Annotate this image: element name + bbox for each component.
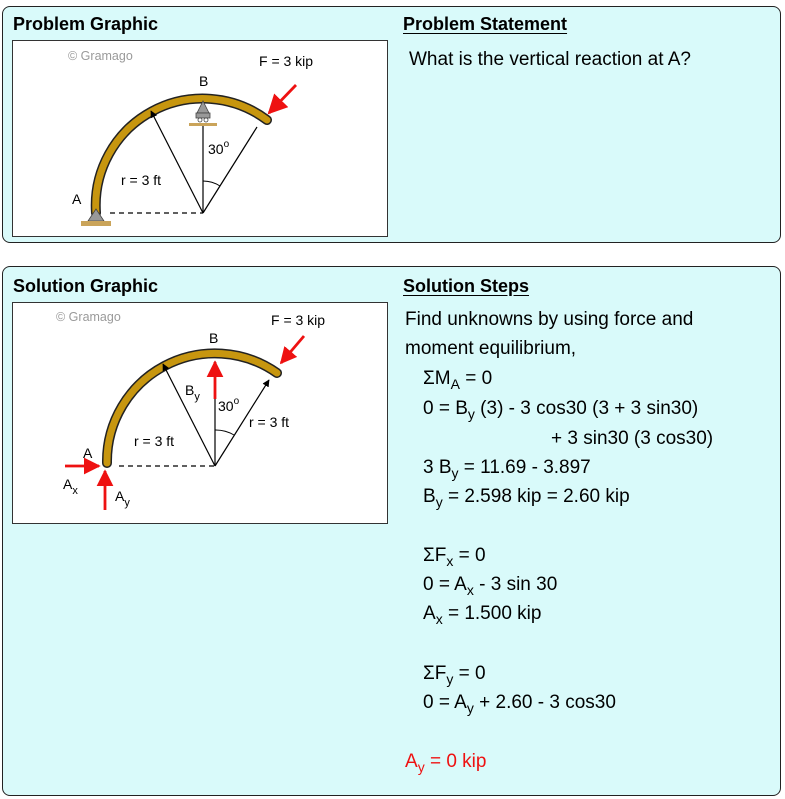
problem-arch <box>96 99 267 213</box>
solution-steps-heading: Solution Steps <box>403 276 529 296</box>
problem-force-arrow <box>269 85 296 113</box>
moment-equation: $\Sigma M_A = 0$ <box>423 368 493 392</box>
problem-support-A <box>88 209 104 221</box>
force-y-line-2: $0 = A_y + 2.60 - 3$ cos30 <box>423 692 616 716</box>
solution-graphic-heading: Solution Graphic <box>13 276 159 296</box>
solution-diagram <box>13 303 387 523</box>
problem-statement-text: What is the vertical reaction at A? <box>409 49 691 70</box>
moment-line-5: $B_y = 2.598$ kip = 2.60 kip <box>423 486 630 510</box>
moment-line-3: + 3 sin30 (3 cos30) <box>551 428 714 449</box>
solution-radius-label-right: r = 3 ft <box>249 414 290 430</box>
problem-force-label: F = 3 kip <box>259 53 314 69</box>
solution-figure <box>12 302 388 524</box>
problem-angle-line <box>203 127 257 213</box>
problem-roller-wheel-1 <box>198 118 202 122</box>
problem-panel <box>2 6 781 243</box>
problem-diagram <box>13 41 387 236</box>
problem-radius-arrow <box>151 111 203 213</box>
force-x-equation: $\Sigma F_x = 0$ <box>423 545 486 569</box>
problem-ground-A <box>81 221 111 226</box>
force-x-line-2: $0 = A_x - 3$ sin 30 <box>423 574 558 598</box>
solution-intro-line-2: moment equilibrium, <box>405 338 577 359</box>
solution-panel <box>2 266 781 796</box>
force-x-line-3: $A_x = 1.500$ kip <box>423 603 542 627</box>
final-answer: $A_y = 0$ kip <box>405 751 487 775</box>
solution-radius-label-left: r = 3 ft <box>134 433 175 449</box>
solution-label-A: A <box>83 445 93 461</box>
problem-roller-wheel-2 <box>204 118 208 122</box>
solution-radius-arrow-left <box>163 364 215 466</box>
solution-label-B: B <box>209 330 219 346</box>
force-y-equation: $\Sigma F_y = 0$ <box>423 663 486 687</box>
problem-figure <box>12 40 388 237</box>
solution-label-By: $B_y$ <box>185 382 200 403</box>
problem-radius-label: r = 3 ft <box>121 172 162 188</box>
problem-watermark: © Gramago <box>68 49 133 63</box>
moment-line-2: $0 = B_y$ (3) - 3 cos30 (3 + 3 sin30) <box>423 398 699 422</box>
problem-roller-B <box>196 113 210 118</box>
solution-intro-line-1: Find unknowns by using force and <box>405 309 694 330</box>
problem-angle-arc <box>203 181 220 186</box>
solution-angle-label: 30$^o$ <box>218 396 240 414</box>
solution-force-label: F = 3 kip <box>271 312 326 328</box>
problem-label-A: A <box>72 191 82 207</box>
solution-force-arrow <box>281 336 304 363</box>
problem-ground-B <box>189 123 217 126</box>
problem-label-B: B <box>199 73 209 89</box>
problem-graphic-heading: Problem Graphic <box>13 14 159 34</box>
problem-statement-heading: Problem Statement <box>403 14 568 34</box>
solution-watermark: © Gramago <box>56 310 121 324</box>
solution-label-Ax: $A_x$ <box>63 476 78 497</box>
problem-arch-outline <box>96 99 267 213</box>
problem-angle-label: 30$^o$ <box>208 139 230 157</box>
solution-angle-arc <box>215 430 234 435</box>
moment-line-4: 3 $B_y = 11.69 - 3.897$ <box>423 457 591 481</box>
solution-label-Ay: $A_y$ <box>115 488 130 509</box>
